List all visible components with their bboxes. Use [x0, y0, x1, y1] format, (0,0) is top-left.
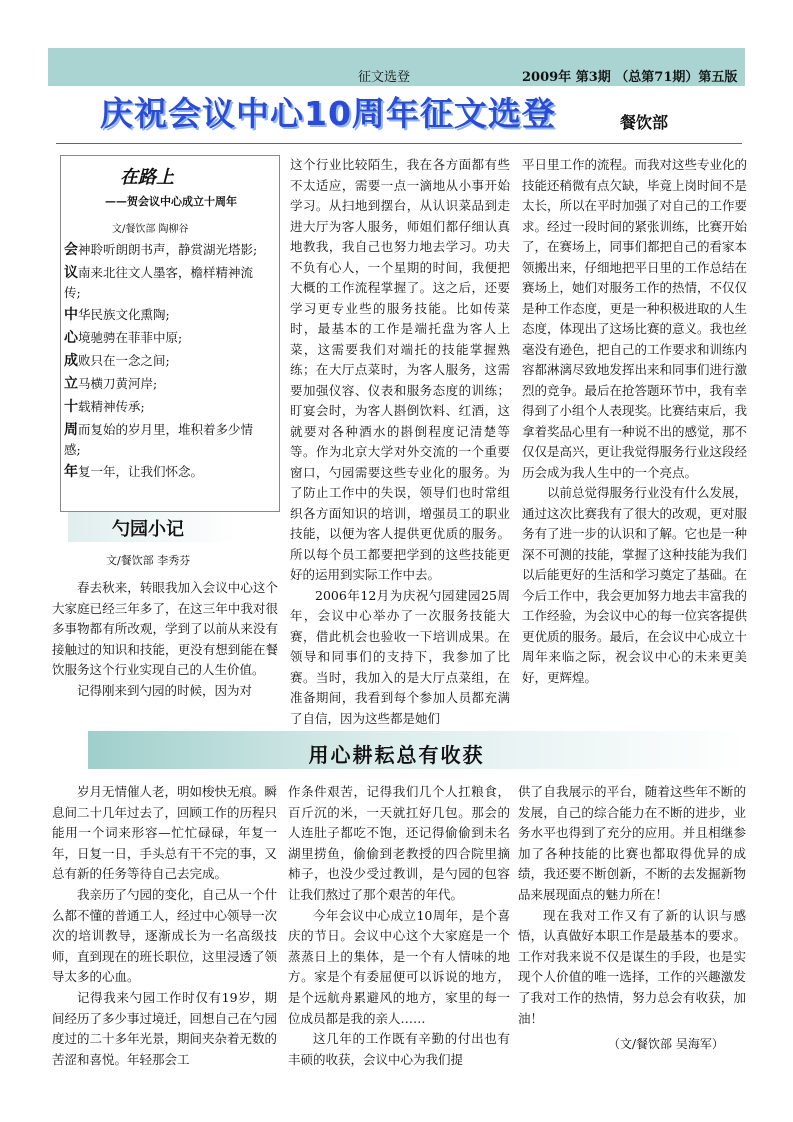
article2-column-3 — [518, 782, 746, 1029]
poem-line: 十载精神传承; — [64, 399, 145, 415]
paragraph: 现在我对工作又有了新的认识与感悟，认真做好本职工作是最基本的要求。工作对我来说不仅是谋生的手段，也是实现个人价值的唯一选择，工作的兴趣激发了我对工作的热情，努力总会有收获，加油！ — [518, 907, 746, 1026]
paragraph: 我亲历了勺园的变化，自己从一个什么都不懂的普通工人，经过中心领导一次次的培训教导，逐渐成长为一名高级技师，直到现在的班长职位，这里浸透了领导太多的心血。 — [52, 886, 278, 985]
article1-author: 文/餐饮部 李秀芬 — [106, 554, 191, 567]
paragraph: 这几年的工作既有辛勤的付出也有丰硕的收获，会议中心为我们提 — [288, 1031, 510, 1067]
paragraph: 平日里工作的流程。而我对这些专业化的技能还稍微有点欠缺，毕竟上岗时间不是太长，所以在平时加强了对自己的工作要求。经过一段时间的紧张训练，比赛开始了，在赛场上，同事们都把自己的看家本领搬出来，仔细地把平日里的工作总结在赛场上，她们对服务工作的热情，不仅仅是种工作态度，更是一种积极进取的人生态度，体现出了这场比赛的意义。我也丝毫没有逊色，把自己的工作要求和训练内容都淋漓尽致地发挥出来和同事们进行激烈的竞争。最后在抢答题环节中，我有幸得到了小组个人表现奖。比赛结束后，我拿着奖品心里有一种说不出的感觉，那不仅仅是高兴，更让我觉得服务行业这段经历会成为我人生中的一个亮点。 — [522, 157, 748, 480]
paragraph: 春去秋来，转眼我加入会议中心这个大家庭已经三年多了，在这三年中我对很多事物都有所改观，学到了以前从来没有接触过的知识和技能，更没有想到能在餐饮服务这个行业实现自己的人生价值。 — [52, 580, 278, 678]
article1-column-2 — [290, 155, 510, 729]
paragraph: 作条件艰苦，记得我们几个人扛粮食，百斤沉的米，一天就扛好几包。那会的人连肚子都吃不饱，还记得偷偷到未名湖里捞鱼，偷偷到老教授的四合院里摘柿子，也没少受过教训，是勺园的包容让我们熬过了那个艰苦的年代。 — [288, 784, 510, 902]
paragraph: 岁月无情催人老，明如梭快无痕。瞬息间二十几年过去了，回顾工作的历程只能用一个词来形容—忙忙碌碌，年复一年，日复一日，手头总有干不完的事，又总有新的任务等待自己去完成。 — [52, 784, 278, 882]
paragraph: 记得我来勺园工作时仅有19岁，期间经历了多少事过境迁，回想自己在勺园度过的二十多年光景，期间夹杂着无数的苦涩和喜悦。年轻那会工 — [52, 989, 278, 1067]
poem-lines — [64, 240, 269, 485]
article1-column-3 — [522, 155, 747, 688]
paragraph: 2006年12月为庆祝勺园建园25周年，会议中心举办了一次服务技能大赛，借此机会也验收一下培训成果。在领导和同事们的支持下，我参加了比赛。当时，我加入的是大厅点菜组，在准备期间，我看到每个参加人员都充满了自信，因为这些都是她们 — [290, 587, 510, 726]
header-column-name: 征文选登 — [358, 70, 411, 85]
paragraph: 供了自我展示的平台，随着这些年不断的发展，自己的综合能力在不断的进步，业务水平也得到了充分的应用。并且相继参加了各种技能的比赛也都取得优异的成绩，我还要不断创新，不断的去发掘新物品来展现面点的魅力所在！ — [518, 784, 746, 902]
poem-line: 议南来北往文人墨客，檐样精神流传; — [64, 265, 254, 300]
poem-line: 成败只在一念之间; — [64, 353, 170, 369]
article2-signature: （文/餐饮部 吴海军） — [608, 1037, 724, 1051]
paragraph: 记得刚来到勺园的时候，因为对 — [77, 682, 253, 698]
poem-line: 周而复始的岁月里，堆积着多少情感; — [64, 422, 254, 457]
article2-column-1 — [52, 782, 277, 1070]
poem-subtitle: ——贺会议中心成立十周年 — [105, 195, 237, 208]
paragraph: 这个行业比较陌生，我在各方面都有些不太适应，需要一点一滴地从小事开始学习。从扫地到摆台，从认识菜品到走进大厅为客人服务，师姐们都仔细认真地教我，我自己也努力地去学习。功夫不负有心人，一个星期的时间，我便把大概的工作流程掌握了。这之后，还要学习更专业些的服务技能。比如传菜时，最基本的工作是端托盘为客人上菜，这需要我们对端托的技能掌握熟练；在大厅点菜时，为客人服务，这需要加强仪容、仪表和服务态度的训练；盯宴会时，为客人斟倒饮料、红酒，这就要对各种酒水的斟倒程度记清楚等等。作为北京大学对外交流的一个重要窗口，勺园需要这些专业化的服务。为了防止工作中的失误，领导们也时常组织各方面知识的培训，增强员工的职业技能，以便为客人提供更优质的服务。所以每个员工都要把学到的这些技能更好的运用到实际工作中去。 — [290, 157, 510, 582]
article1-column-1 — [52, 578, 278, 702]
paragraph: 今年会议中心成立10周年，是个喜庆的节日。会议中心这个大家庭是一个蒸蒸日上的集体，是一个有人情味的地方。家是个有委屈便可以诉说的地方，是个远航舟累避风的地方，家里的每一位成员都是我的亲人…… — [288, 907, 510, 1026]
poem-line: 立马横刀黄河岸; — [64, 376, 158, 392]
article1-title: 勺园小记 — [112, 519, 184, 540]
poem-line: 中华民族文化熏陶; — [64, 307, 170, 323]
poem-author: 文/餐饮部 陶柳谷 — [112, 224, 189, 235]
header-issue-info: 2009年 第3期 （总第71期）第五版 — [522, 70, 738, 85]
paragraph: 以前总觉得服务行业没有什么发展，通过这次比赛我有了很大的改观，更对服务有了进一步的认识和了解。它也是一种深不可测的技能，掌握了这种技能为我们以后能更好的生活和学习奠定了基础。在今后工作中，我会更加努力地去丰富我的工作经验，为会议中心的每一位宾客提供更优质的服务。最后，在会议中心成立十周年来临之际，祝会议中心的未来更美好，更辉煌。 — [522, 485, 748, 685]
article2-column-2 — [288, 782, 510, 1070]
poem-title: 在路上 — [120, 167, 174, 188]
department-label: 餐饮部 — [620, 113, 669, 132]
article2-title: 用心耕耘总有收获 — [308, 743, 485, 767]
title-divider — [56, 143, 742, 144]
poem-line: 会神聆听朗朗书声，静赏湖光塔影; — [64, 242, 258, 258]
poem-line: 心境驰骋在菲菲中原; — [64, 330, 183, 346]
poem-line: 年复一年，让我们怀念。 — [64, 464, 204, 480]
page-title: 庆祝会议中心10周年征文选登 — [100, 94, 556, 133]
